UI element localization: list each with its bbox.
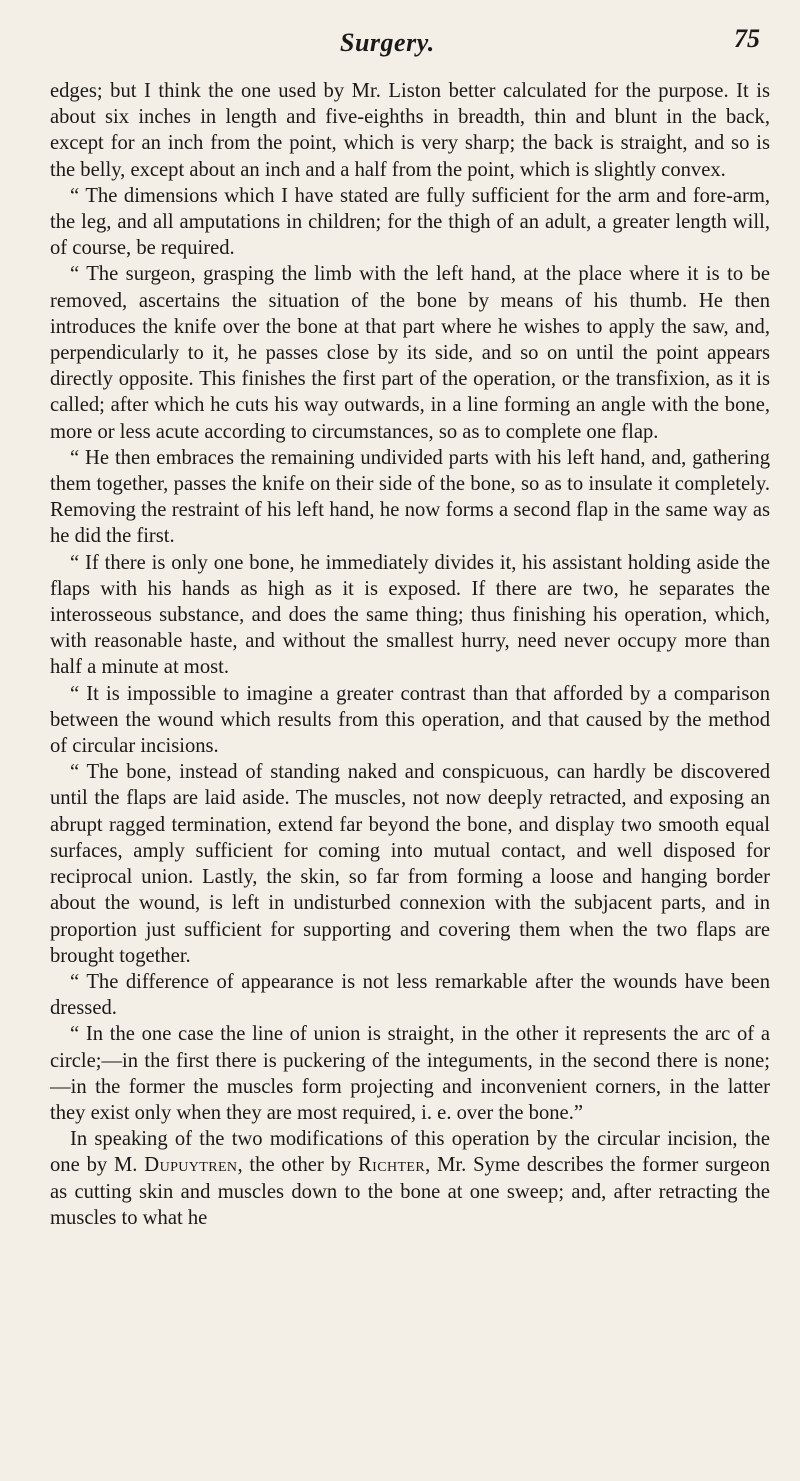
closing-paragraph-text-3: , Mr. Syme describes the former surgeon as cutting skin and muscles down to the bone at one sweep; and, after retracting the muscles to what he [50,1154,770,1229]
surgeon-name-dupuytren: Dupuytren [144,1154,238,1177]
paragraph: “ He then embraces the remaining undivided parts with his left hand, and, gathering them together, passes the knife on their side of the bone, so as to insulate it completely. Removing the restraint of his left hand, he now forms a second flap in the same way as he did the first. [50,446,770,548]
paragraph: “ It is impossible to imagine a greater contrast than that afforded by a comparison between the wound which results from this operation, and that caused by the method of circular incisions. [50,682,770,758]
paragraph: edges; but I think the one used by Mr. Liston better calculated for the purpose. It is about six inches in length and five-eighths in breadth, thin and blunt in the back, except for an inch from the point, which is very sharp; the back is straight, and so is the belly, except about an inch and a half from the point, which is slightly convex. [50,80,770,181]
body-text [50,78,770,1231]
closing-paragraph [50,1126,770,1231]
paragraph: “ If there is only one bone, he immediately divides it, his assistant holding aside the flaps with his hands as high as it is exposed. If there are two, he separates the interosseous substance, and does the same thing; thus finishing his operation, which, with reasonable haste, and without the smallest hurry, need never occupy more than half a minute at most. [50,551,770,679]
surgeon-name-richter: Richter [358,1154,426,1177]
page-number: 75 [734,24,760,53]
paragraph: “ The difference of appearance is not less remarkable after the wounds have been dressed. [50,970,770,1020]
paragraph: “ The dimensions which I have stated are fully sufficient for the arm and fore-arm, the leg, and all amputations in children; for the thigh of an adult, a greater length will, of course, be required. [50,184,770,260]
paragraph: “ In the one case the line of union is straight, in the other it represents the arc of a circle;—in the first there is puckering of the integuments, in the second there is none;—in the former the muscles form projecting and inconvenient corners, in the latter they exist only when they are most required, i. e. over the bone.” [50,1023,770,1124]
closing-paragraph-text-1: In speaking of the two modifications of this operation by the circular incision, the one by M. [50,1128,770,1177]
paragraph: “ The bone, instead of standing naked and conspicuous, can hardly be discovered until the flaps are laid aside. The muscles, not now deeply retracted, and exposing an abrupt ragged termination, extend far beyond the bone, and display two smooth equal surfaces, amply sufficient for coming into mutual contact, and well disposed for reciprocal union. Lastly, the skin, so far from forming a loose and hanging border about the wound, is left in undisturbed connexion with the subjacent parts, and in proportion just sufficient for supporting and covering them when the two flaps are brought together. [50,761,770,967]
closing-paragraph-text-2: , the other by [237,1154,359,1177]
running-title: Surgery. [340,28,435,57]
paragraph: “ The surgeon, grasping the limb with the left hand, at the place where it is to be removed, ascertains the situation of the bone by means of his thumb. He then introduces the knife over the bone at that part where he wishes to apply the saw, and, perpendicularly to it, he passes close by its side, and so on until the point appears directly opposite. This finishes the first part of the operation, or the transfixion, as it is called; after which he cuts his way outwards, in a line forming an angle with the bone, more or less acute according to circumstances, so as to complete one flap. [50,263,770,443]
